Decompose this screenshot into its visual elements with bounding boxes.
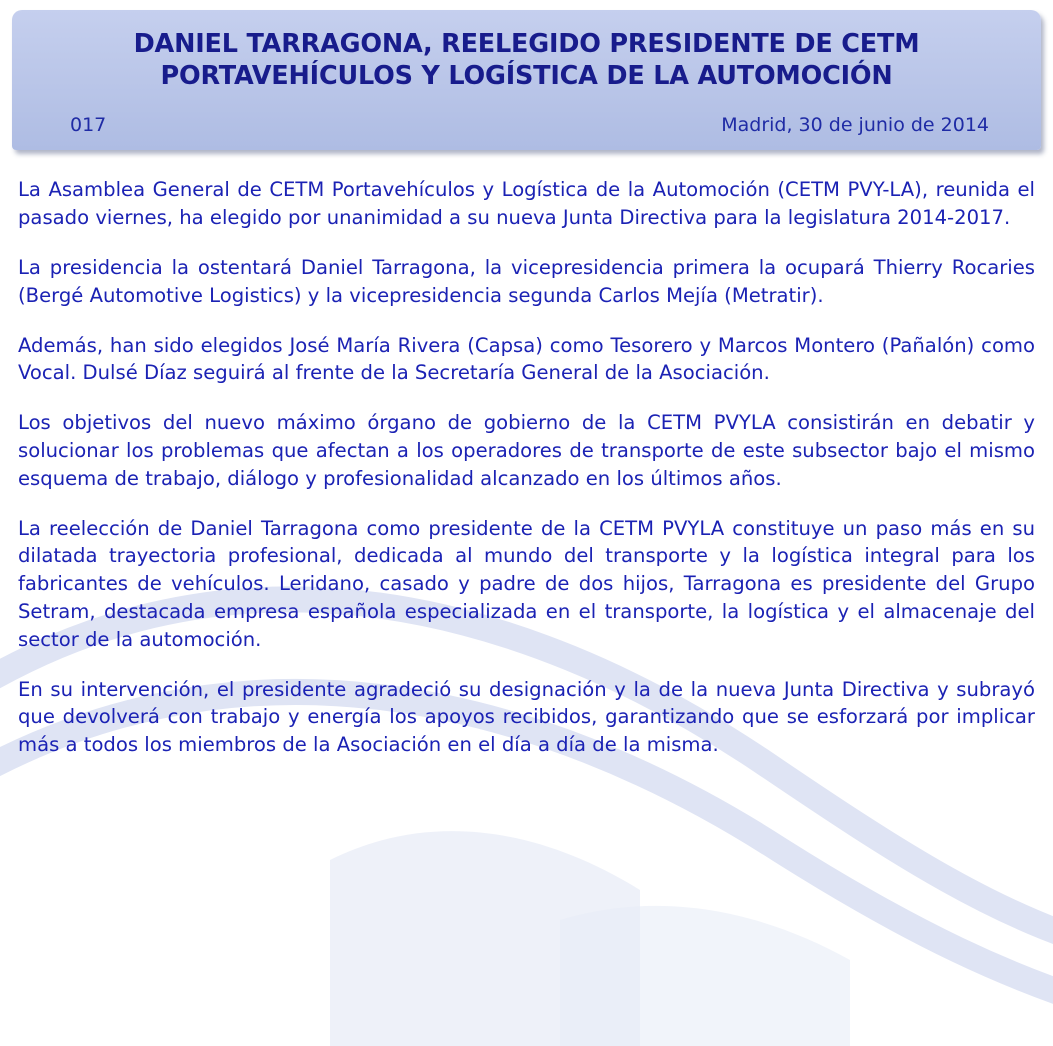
- paragraph: Los objetivos del nuevo máximo órgano de gobierno de la CETM PVYLA consistirán en debatir y solucionar los problemas que afectan a los operadores de transporte de este subsector bajo el mismo esquema de trabajo, diálogo y profesionalidad alcanzado en los últimos años.: [18, 411, 1035, 490]
- paragraph: En su intervención, el presidente agradeció su designación y la de la nueva Junta Directiva y subrayó que devolverá con trabajo y energía los apoyos recibidos, garantizando que se esforzará por implicar más a todos los miembros de la Asociación en el día a día de la misma.: [18, 677, 1035, 757]
- header-banner-container: [0, 0, 1053, 150]
- paragraph: La Asamblea General de CETM Portavehículos y Logística de la Automoción (CETM PVY-LA), reunida el pasado viernes, ha elegido por unanimidad a su nueva Junta Directiva para la legislatura 2014-2017.: [18, 178, 1035, 230]
- release-number: 017: [70, 114, 107, 137]
- paragraph: La presidencia la ostentará Daniel Tarragona, la vicepresidencia primera la ocupará Thierry Rocaries (Bergé Automotive Logistics) y la vicepresidencia segunda Carlos Mejía (Metratir).: [18, 255, 1035, 307]
- page-title: DANIEL TARRAGONA, REELEGIDO PRESIDENTE DE CETM PORTAVEHÍCULOS Y LOGÍSTICA DE LA AUTOMOCIÓN: [133, 29, 920, 92]
- article-body: [0, 150, 1053, 759]
- header-banner: [12, 10, 1041, 150]
- paragraph: Además, han sido elegidos José María Rivera (Capsa) como Tesorero y Marcos Montero (Pañalón) como Vocal. Dulsé Díaz seguirá al frente de la Secretaría General de la Asociación.: [18, 333, 1035, 385]
- header-meta: [30, 114, 1023, 136]
- release-place-date: Madrid, 30 de junio de 2014: [721, 114, 989, 137]
- paragraph: La reelección de Daniel Tarragona como presidente de la CETM PVYLA constituye un paso más en su dilatada trayectoria profesional, dedicada al mundo del transporte y la logística integral para los fabricantes de vehículos. Leridano, casado y padre de dos hijos, Tarragona es presidente del Grupo Setram, destacada empresa española especializada en el transporte, la logística y el almacenaje del sector de la automoción.: [18, 516, 1035, 651]
